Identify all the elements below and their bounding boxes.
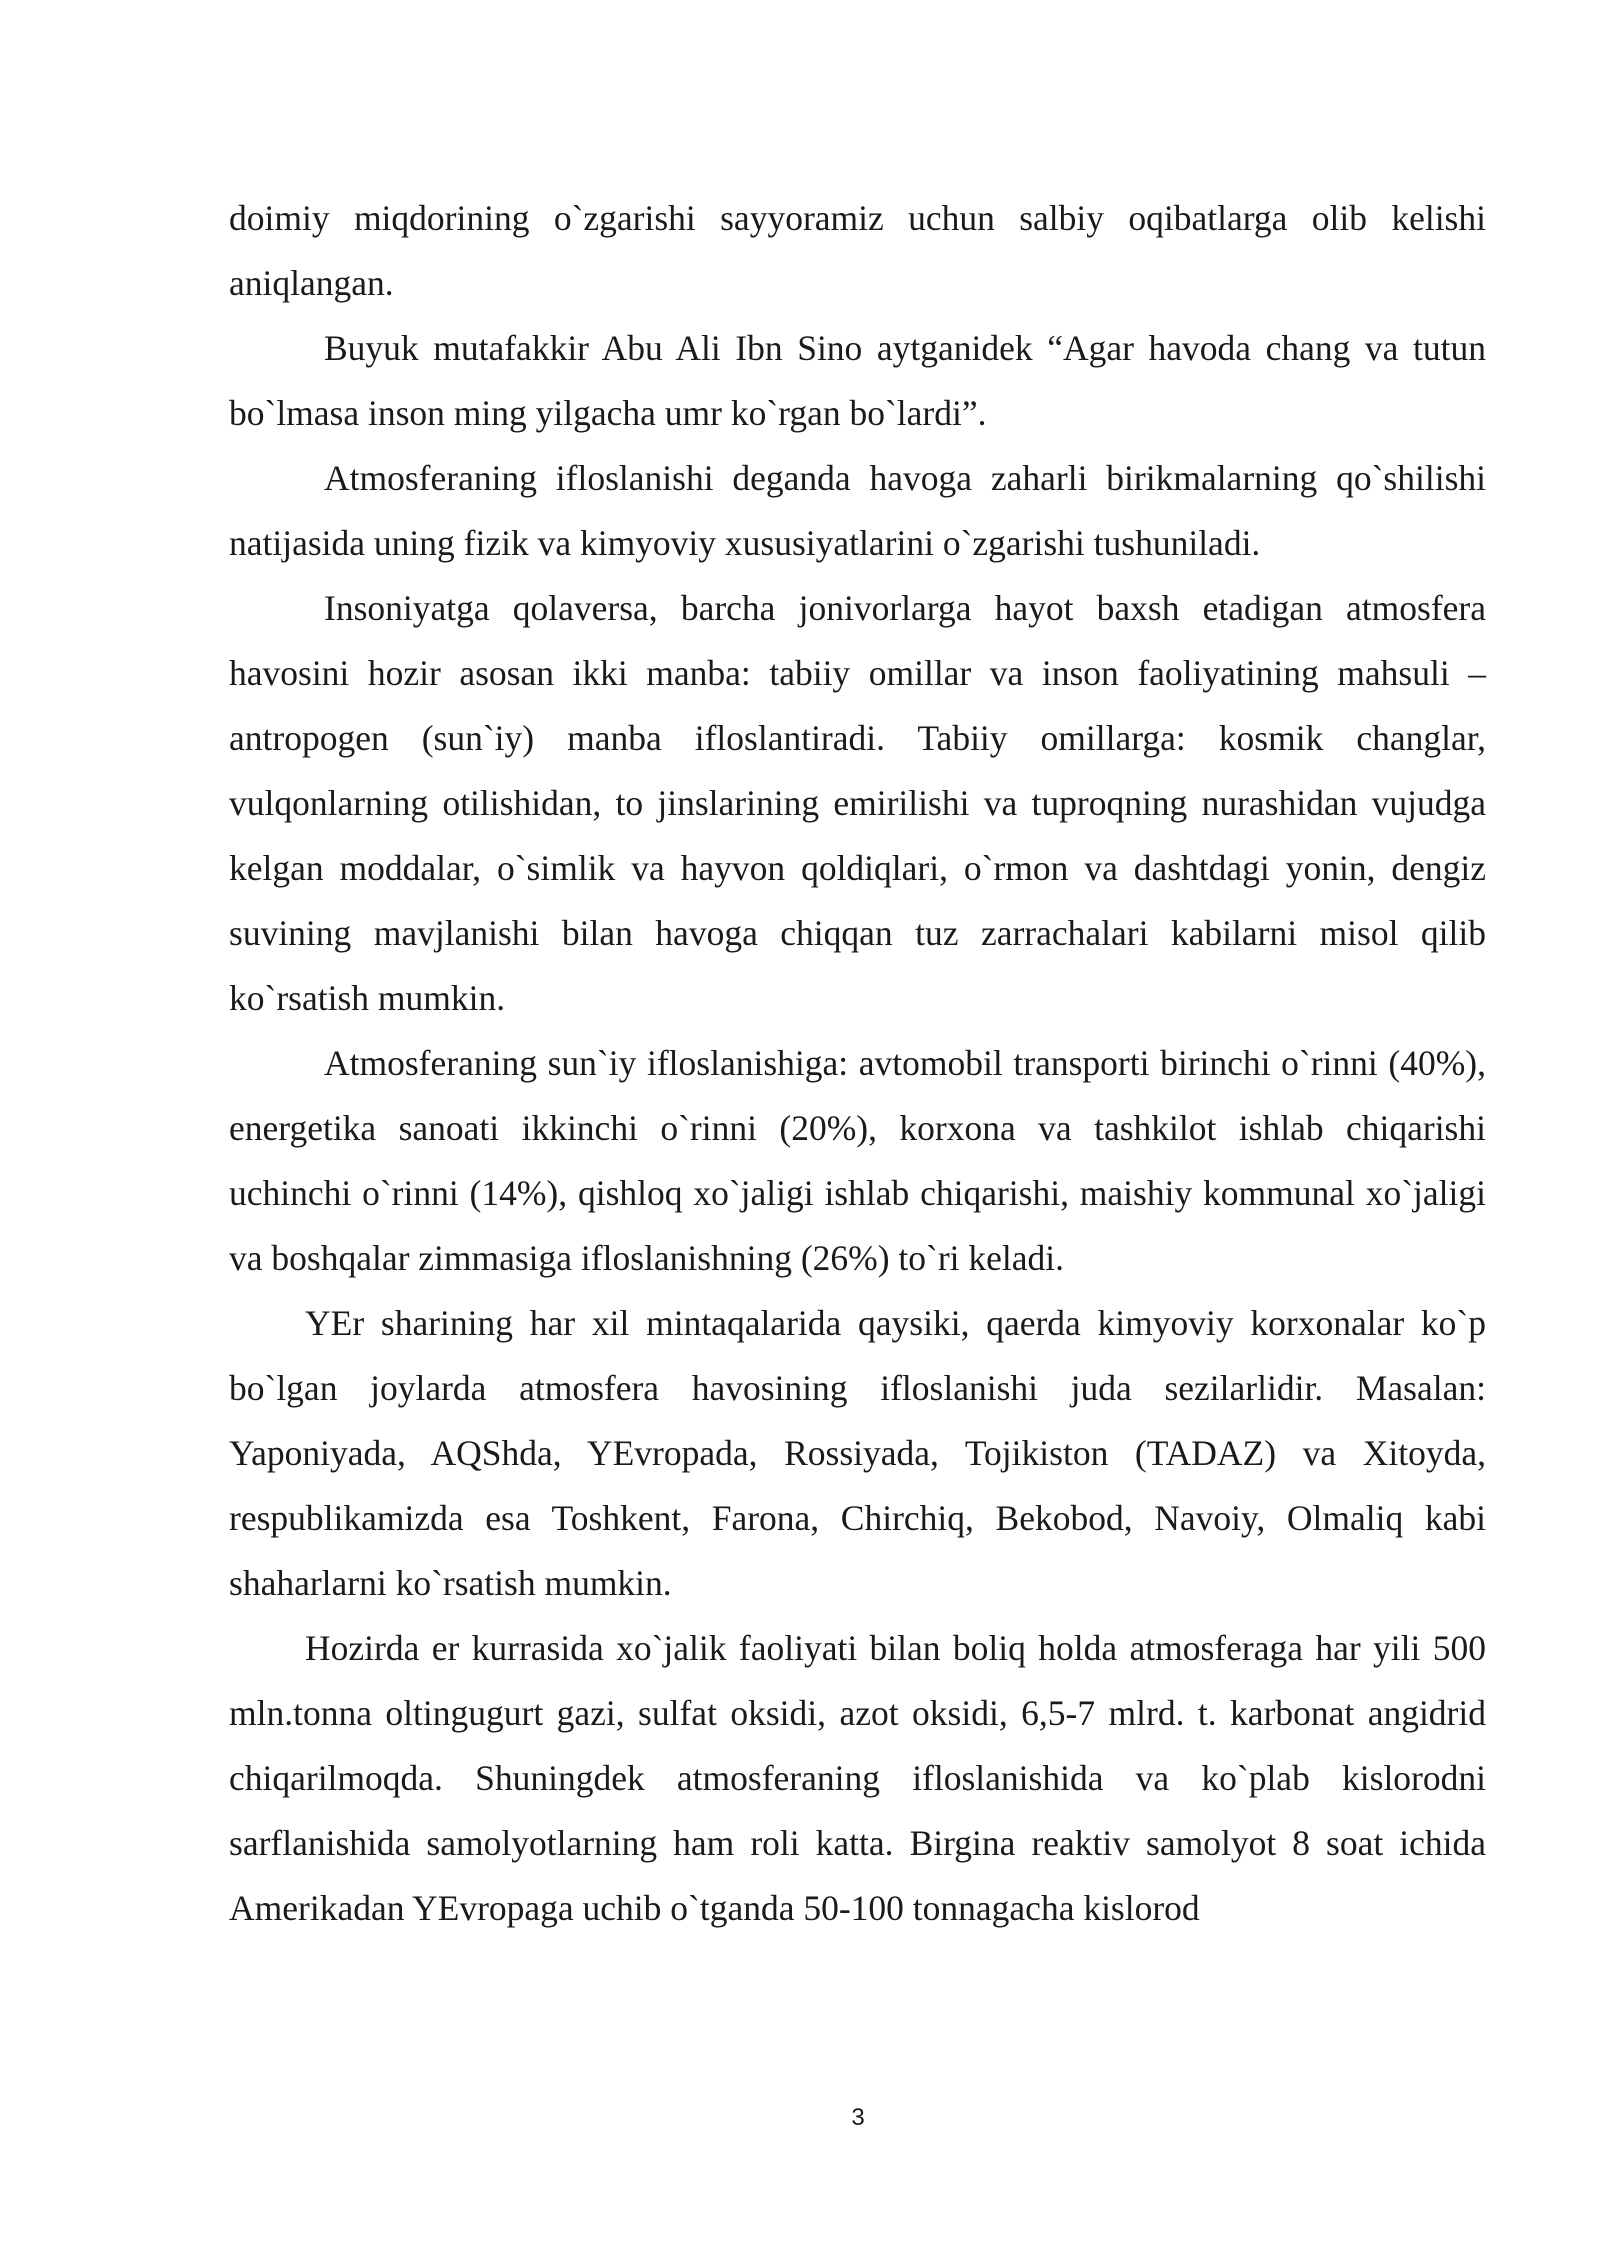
paragraph-continuation: doimiy miqdorining o`zgarishi sayyoramiz uchun salbiy oqibatlarga olib kelishi aniqlangan. (229, 198, 1486, 303)
paragraph-ibn-sino-quote: Buyuk mutafakkir Abu Ali Ibn Sino aytganidek “Agar havoda chang va tutun bo`lmasa inson ming yilgacha umr ko`rgan bo`lardi”. (229, 328, 1486, 433)
paragraph-pollution-sources: Insoniyatga qolaversa, barcha jonivorlarga hayot baxsh etadigan atmosfera havosini hozir asosan ikki manba: tabiiy omillar va inson faoliyatining mahsuli – antropogen (sun`iy) manba ifloslantiradi. Tabiiy omillarga: kosmik changlar, vulqonlarning otilishidan, to jinslarining emirilishi va tuproqning nurashidan vujudga kelgan moddalar, o`simlik va hayvon qoldiqlari, o`rmon va dashtdagi yonin, dengiz suvining mavjlanishi bilan havoga chiqqan tuz zarrachalari kabilarni misol qilib ko`rsatish mumkin. (229, 588, 1486, 1018)
page-number: 3 (851, 2104, 865, 2131)
body-text (229, 186, 1486, 1941)
paragraph-emissions: Hozirda er kurrasida xo`jalik faoliyati bilan boliq holda atmosferaga har yili 500 mln.tonna oltingugurt gazi, sulfat oksidi, azot oksidi, 6,5-7 mlrd. t. karbonat angidrid chiqarilmoqda. Shuningdek atmosferaning ifloslanishida va ko`plab kislorodni sarflanishida samolyotlarning ham roli katta. Birgina reaktiv samolyot 8 soat ichida Amerikadan YEvropaga uchib o`tganda 50-100 tonnagacha kislorod (229, 1628, 1486, 1928)
paragraph-artificial-pollution: Atmosferaning sun`iy ifloslanishiga: avtomobil transporti birinchi o`rinni (40%), energetika sanoati ikkinchi o`rinni (20%), korxona va tashkilot ishlab chiqarishi uchinchi o`rinni (14%), qishloq xo`jaligi ishlab chiqarishi, maishiy kommunal xo`jaligi va boshqalar zimmasiga ifloslanishning (26%) to`ri keladi. (229, 1043, 1486, 1278)
paragraph-regions: YEr sharining har xil mintaqalarida qaysiki, qaerda kimyoviy korxonalar ko`p bo`lgan joylarda atmosfera havosining ifloslanishi juda sezilarlidir. Masalan: Yaponiyada, AQShda, YEvropada, Rossiyada, Tojikiston (TADAZ) va Xitoyda, respublikamizda esa Toshkent, Farona, Chirchiq, Bekobod, Navoiy, Olmaliq kabi shaharlarni ko`rsatish mumkin. (229, 1303, 1486, 1603)
paragraph-definition: Atmosferaning ifloslanishi deganda havoga zaharli birikmalarning qo`shilishi natijasida uning fizik va kimyoviy xususiyatlarini o`zgarishi tushuniladi. (229, 458, 1486, 563)
